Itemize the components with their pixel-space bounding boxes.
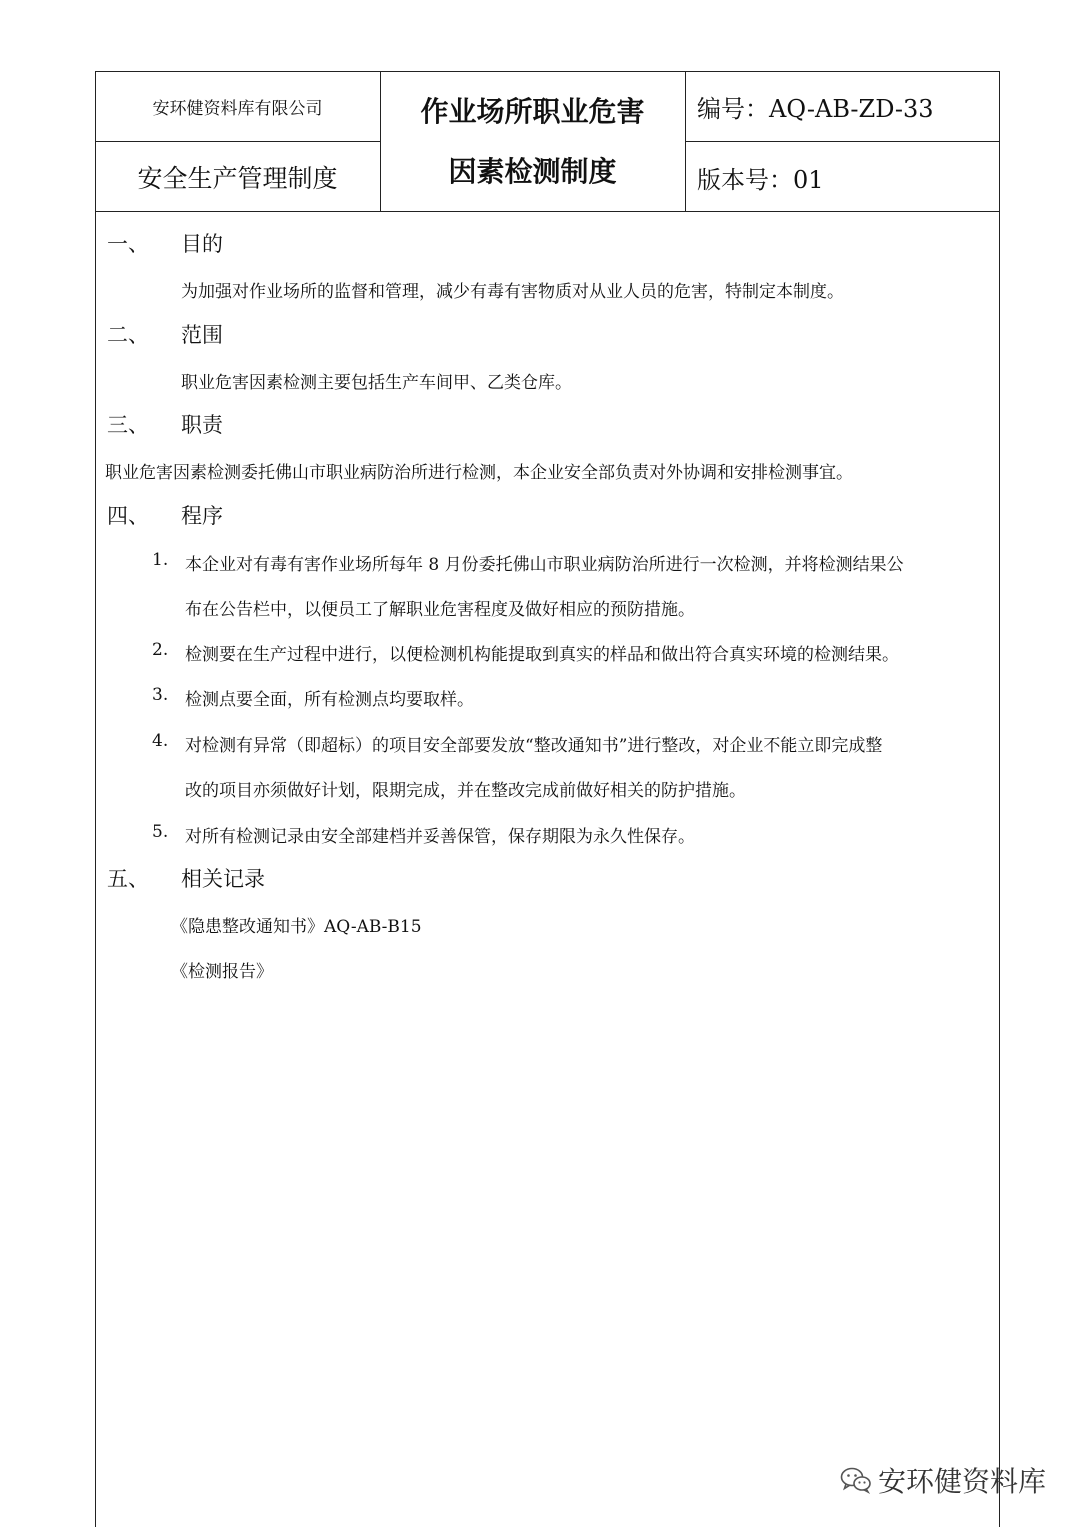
procedure-item-1-number: 1.: [152, 550, 169, 570]
section-3-title: 职责: [181, 413, 223, 437]
watermark-text: 安环健资料库: [878, 1465, 1047, 1498]
section-4-title: 程序: [181, 504, 223, 528]
procedure-item-4-number: 4.: [152, 731, 169, 751]
record-item: 《隐患整改通知书》AQ-AB-B15: [171, 917, 422, 937]
section-1-text: 为加强对作业场所的监督和管理，减少有毒有害物质对从业人员的危害，特制定本制度。: [181, 282, 844, 302]
section-3-text: 职业危害因素检测委托佛山市职业病防治所进行检测，本企业安全部负责对外协调和安排检测事宜。: [105, 463, 853, 483]
system-name: 安全生产管理制度: [137, 164, 338, 193]
section-5-title: 相关记录: [181, 867, 265, 891]
wechat-icon: [840, 1466, 872, 1494]
procedure-item-3-number: 3.: [152, 685, 169, 705]
section-3-number: 三、: [107, 413, 149, 437]
procedure-item-5-number: 5.: [152, 822, 169, 842]
title-line-1: 作业场所职业危害: [420, 94, 645, 128]
procedure-item-4-line-2: 改的项目亦须做好计划，限期完成，并在整改完成前做好相关的防护措施。: [185, 781, 746, 801]
company-name: 安环健资料库有限公司: [152, 99, 323, 119]
document-code: 编号：AQ-AB-ZD-33: [697, 95, 934, 123]
procedure-item-3-line-1: 检测点要全面，所有检测点均要取样。: [185, 690, 474, 710]
procedure-item-4-line-1: 对检测有异常（即超标）的项目安全部要发放“整改通知书”进行整改，对企业不能立即完成整: [185, 736, 883, 756]
section-1-number: 一、: [107, 232, 149, 256]
procedure-item-1-line-1: 本企业对有毒有害作业场所每年 8 月份委托佛山市职业病防治所进行一次检测，并将检测结果公: [185, 555, 904, 575]
version-number: 版本号：01: [697, 165, 824, 194]
document-title: [380, 71, 685, 212]
document-frame: [95, 71, 1000, 1527]
section-2-number: 二、: [107, 323, 149, 347]
section-4-number: 四、: [107, 504, 149, 528]
section-1-title: 目的: [181, 232, 223, 256]
section-5-number: 五、: [107, 867, 149, 891]
title-line-2: 因素检测制度: [448, 154, 617, 188]
watermark: [840, 1460, 1046, 1500]
section-2-text: 职业危害因素检测主要包括生产车间甲、乙类仓库。: [181, 373, 572, 393]
record-item: 《检测报告》: [171, 962, 273, 982]
procedure-item-1-line-2: 布在公告栏中，以便员工了解职业危害程度及做好相应的预防措施。: [185, 600, 695, 620]
procedure-item-2-line-1: 检测要在生产过程中进行，以便检测机构能提取到真实的样品和做出符合真实环境的检测结果。: [185, 645, 899, 665]
procedure-item-2-number: 2.: [152, 640, 169, 660]
section-2-title: 范围: [181, 323, 223, 347]
procedure-item-5-line-1: 对所有检测记录由安全部建档并妥善保管，保存期限为永久性保存。: [185, 827, 695, 847]
